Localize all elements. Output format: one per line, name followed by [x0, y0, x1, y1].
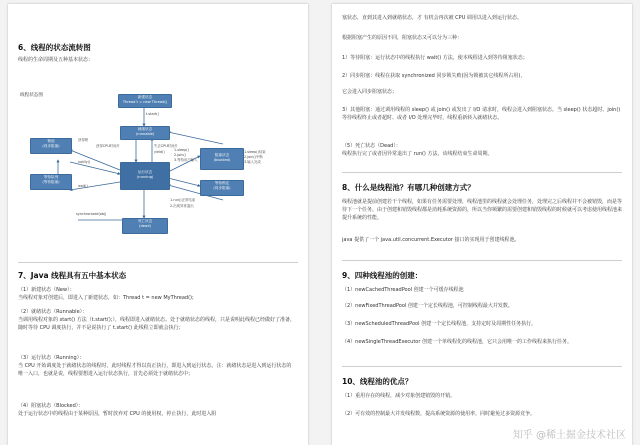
blocked-state-sub: (blocked) — [213, 158, 231, 162]
diagram-label: 3.等待用户输入 — [174, 158, 198, 162]
state-dead-text: 线程执行完了或者因异常退出了 run() 方法，该线程结束生命周期。 — [342, 151, 493, 157]
state-new-title: （1）新建状态（New）： — [18, 287, 75, 293]
pool-type-2: （2）newFixedThreadPool 创建一个定长线程池，可控制线程最大并发数。 — [342, 303, 513, 309]
lockpool-label: 锁池 — [47, 139, 55, 143]
state-blocked-title: （4）阻塞状态（Blocked）： — [18, 403, 84, 409]
diagram-label: notify() — [78, 160, 91, 164]
blocked-state-box — [200, 148, 244, 170]
running-state-sub: (running) — [136, 175, 154, 179]
watermark: 知乎 @稀土掘金技术社区 — [512, 430, 626, 441]
section-7-heading: 7、Java 线程具有五中基本状态 — [18, 271, 127, 280]
state-dead — [342, 142, 622, 158]
diagram-label: wait() — [78, 184, 88, 188]
lockpool-sub: (同步阻塞) — [42, 144, 60, 148]
state-runnable-text: 当调用线程对象的 start() 方法（t.start();），线程即进入就绪状态。处于就绪状态的线程，只是说明此线程已经做好了准备，随时等待 CPU 调度执行，并不是说执行了 t.start() 此线程立即就会执行； — [18, 317, 296, 331]
state-blocked — [18, 402, 296, 418]
new-state-sub: Thread t = new Thread() — [122, 100, 168, 104]
sync-sub: (同步阻塞) — [213, 186, 231, 190]
lockpool-box — [30, 138, 72, 154]
state-running-title: （3）运行状态（Running）： — [18, 355, 85, 361]
state-runnable — [18, 308, 296, 332]
pool-type-1: （1）newCachedThreadPool 创建一个可缓存线程池 — [342, 287, 464, 293]
section-9-heading: 9、四种线程池的创建： — [342, 271, 423, 280]
divider — [342, 260, 622, 261]
section-8-text: 线程池就是提前创建若干个线程，如果有任务需要处理，线程池里的线程就会处理任务，处理完之后线程并不会被销毁，而是等待下一个任务。由于创建和销毁线程都是消耗系统资源的，所以当你频繁的需要创建和销毁线程的时候就可以考虑使用线程池来提升系统的性能。 — [342, 199, 623, 221]
state-running-text: 当 CPU 开始调度处于就绪状态的线程时，此时线程才得以真正执行，即进入到运行状态。注：就绪状态是进入到运行状态的唯一入口，也就是说，线程要想进入运行状态执行，首先必须处于就绪状态中； — [18, 363, 292, 377]
diagram-label: yield() — [154, 150, 165, 154]
blocked-kind-2b: 它会进入同步阻塞状态； — [342, 89, 398, 95]
section-8-heading: 8、什么是线程池？有哪几种创建方式？ — [342, 183, 475, 192]
diagram-label: t.start() — [146, 112, 159, 116]
sync-box — [200, 180, 244, 196]
divider — [342, 366, 622, 367]
thread-state-diagram — [18, 90, 280, 250]
diagram-label: 1.run()正常结束 — [170, 198, 196, 202]
diagram-label: 失去CPU时间片 — [154, 144, 178, 148]
section-6-text: 线程的生命周期及五种基本状态： — [18, 57, 94, 63]
pool-benefit-1: （1）重用存在的线程，减少对象创建销毁的开销。 — [342, 393, 456, 399]
wait-queue-box — [30, 174, 72, 190]
blocked-continued: 塞状态，直到其进入到就绪状态，才 有机会再次被 CPU 调用以进入到运行状态。 — [342, 15, 522, 21]
state-blocked-text: 处于运行状态中的线程由于某种原因，暂时放弃对 CPU 的使用权，停止执行，此时进入阻 — [18, 411, 217, 417]
state-dead-title: （5）死亡状态（Dead）： — [342, 143, 401, 149]
diagram-label: 2.join() — [174, 153, 186, 157]
dead-state-label: 死亡状态 — [137, 219, 153, 223]
diagram-label: 获得锁 — [78, 138, 89, 142]
sync-label: 等待锁定 — [214, 181, 230, 185]
new-state-label: 新建状态 — [137, 95, 153, 99]
runnable-state-box — [120, 126, 170, 140]
section-8-text-2: java 提供了一个 java.util.concurrent.Executor 接口的实现用于创建线程池。 — [342, 237, 520, 243]
pool-type-3: （3）newScheduledThreadPool 创建一个定长线程池，支持定时及周期性任务执行。 — [342, 321, 537, 327]
blocked-kinds-intro: 根据阻塞产生的原因不同，阻塞状态又可以分为三种： — [342, 35, 463, 41]
running-state-label: 运行状态 — [137, 170, 153, 174]
diagram-label: 1.sleep()结束 — [244, 150, 266, 154]
running-state-box — [120, 162, 170, 190]
state-new — [18, 286, 296, 302]
diagram-label: 2.出现异常退出 — [170, 204, 194, 208]
right-page — [332, 4, 632, 445]
wait-queue-label: 等待队列 — [43, 175, 59, 179]
dead-state-sub: (dead) — [139, 224, 151, 228]
diagram-label: 3.输入完成 — [244, 160, 261, 164]
diagram-label: synchronized(obj) — [76, 212, 107, 216]
diagram-label: 1.sleep() — [174, 148, 189, 152]
blocked-kind-3: 3）其他阻塞：通过调用线程的 sleep() 或 join() 或发出了 I/O 请求时，线程会进入到阻塞状态。当 sleep() 状态超时、join() 等待线程终止或者超时、或者 I/O 处理完毕时，线程重新转入就绪状态。 — [342, 107, 621, 121]
new-state-box — [118, 94, 172, 108]
state-new-text: 当线程对象对创建后，即进入了新建状态，如：Thread t = new MyThread(); — [18, 295, 194, 301]
divider — [342, 172, 622, 173]
pool-type-4: （4）newSingleThreadExecutor 创建一个单线程化的线程池，它只会用唯一的工作线程来执行任务。 — [342, 339, 572, 345]
wait-queue-sub: (等待阻塞) — [42, 180, 60, 184]
diagram-title: 线程状态图 — [20, 93, 43, 98]
state-runnable-title: （2）就绪状态（Runnable）： — [18, 309, 88, 315]
pool-benefit-2: （2）可有效的控制最大并发线程数，提高系统资源的使用率，同时避免过多资源竞争。 — [342, 411, 536, 417]
divider — [18, 262, 298, 263]
state-running — [18, 354, 296, 378]
section-10-heading: 10、线程池的优点？ — [342, 377, 413, 386]
runnable-state-sub: (runnable) — [135, 132, 155, 136]
blocked-kind-2: 2）同步阻塞：线程在获取 synchronized 同步锁失败(因为锁被其它线程所占用)， — [342, 73, 526, 79]
dead-state-box — [122, 218, 168, 234]
diagram-label: 获得CPU时间片 — [96, 144, 120, 148]
left-page — [8, 4, 308, 445]
blocked-state-label: 阻塞状态 — [214, 153, 230, 157]
runnable-state-label: 就绪状态 — [137, 127, 153, 131]
blocked-kind-1: 1）等待阻塞：运行状态中的线程执行 wait() 方法，使本线程进入到等待阻塞状态； — [342, 55, 528, 61]
section-6-heading: 6、线程的状态流转图 — [18, 43, 91, 52]
diagram-label: 2.join()中断 — [244, 155, 263, 159]
